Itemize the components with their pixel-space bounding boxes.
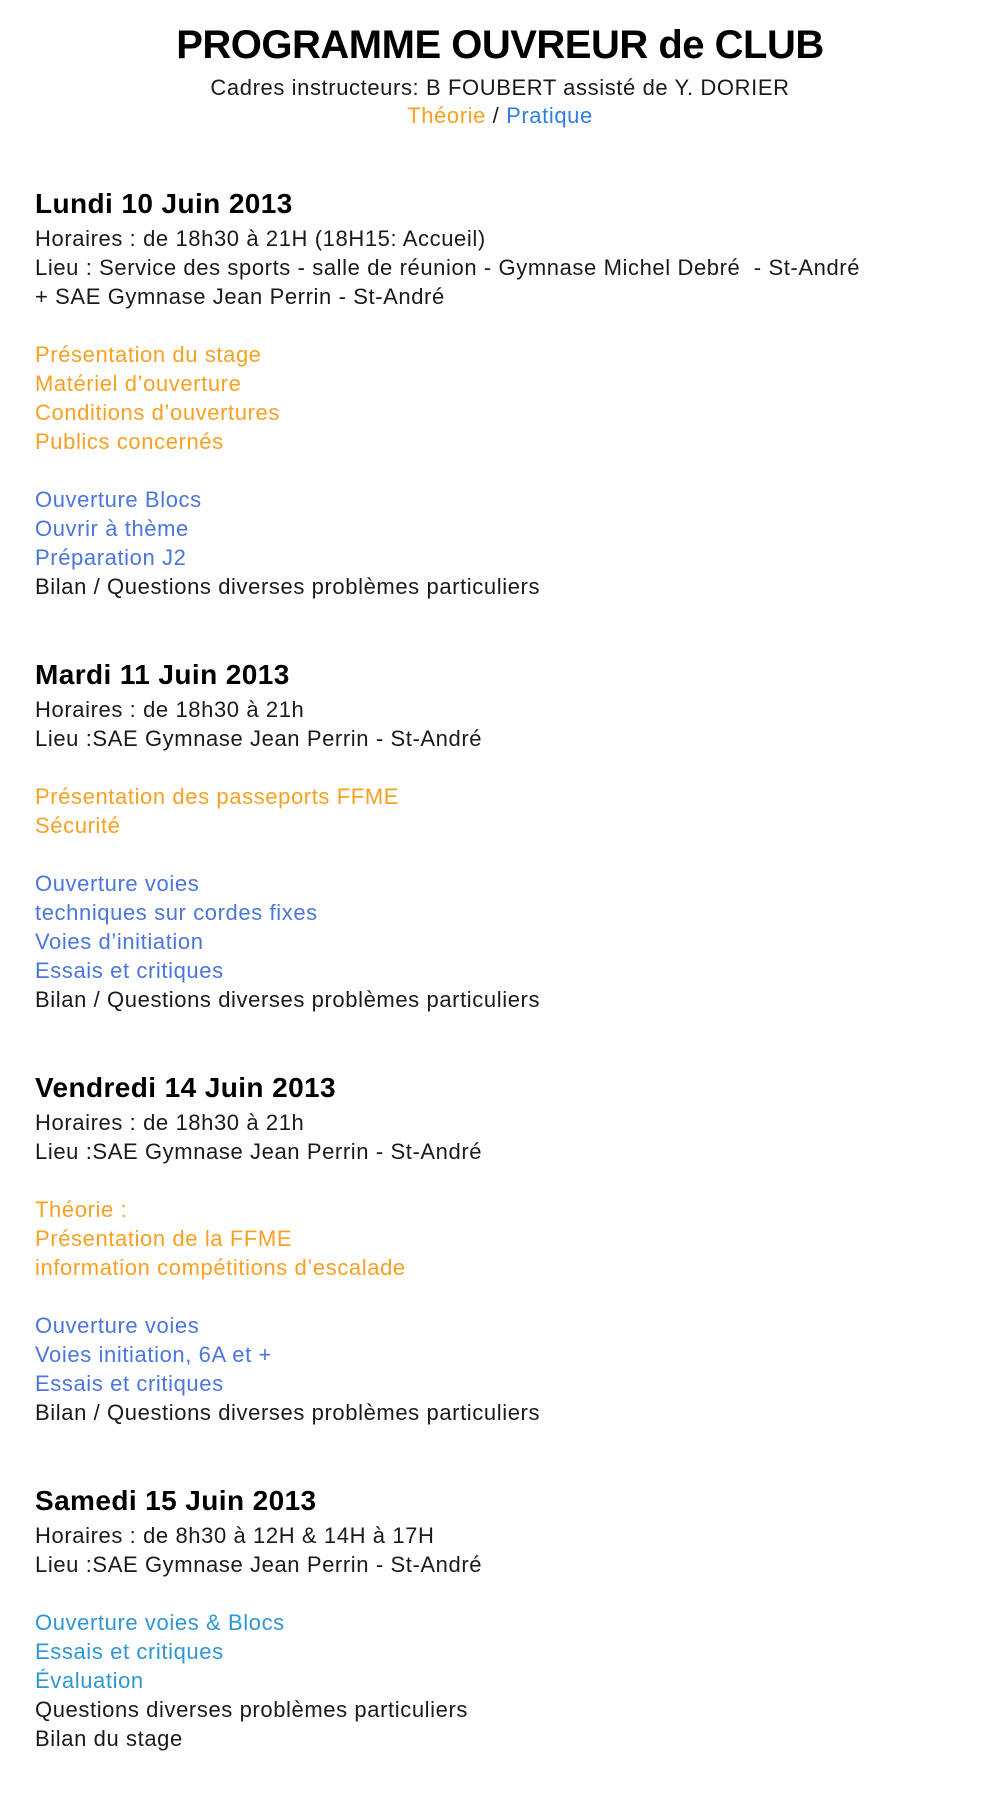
theorie-line: information compétitions d’escalade <box>35 1255 406 1280</box>
info-line: Horaires : de 8h30 à 12H & 14H à 17H <box>35 1523 435 1548</box>
section-title: Lundi 10 Juin 2013 <box>35 188 293 219</box>
theorie-line: Publics concernés <box>35 429 224 454</box>
section-title: Samedi 15 Juin 2013 <box>35 1485 317 1516</box>
pratique-group <box>35 869 965 1014</box>
closing-line: Questions diverses problèmes particuliers <box>35 1697 468 1722</box>
theorie-line: Présentation de la FFME <box>35 1226 293 1251</box>
section-title: Mardi 11 Juin 2013 <box>35 659 290 690</box>
document-header <box>35 22 965 130</box>
pratique-line: Évaluation <box>35 1668 144 1693</box>
pratique-line: Essais et critiques <box>35 1639 224 1664</box>
legend-theorie-label: Théorie <box>407 103 486 128</box>
color-legend <box>35 102 965 130</box>
pratique-line: Ouverture voies <box>35 871 200 896</box>
theorie-group <box>35 340 965 456</box>
theorie-line: Sécurité <box>35 813 121 838</box>
pratique-line: Ouverture Blocs <box>35 487 202 512</box>
legend-pratique-label: Pratique <box>506 103 593 128</box>
theorie-line: Présentation des passeports FFME <box>35 784 400 809</box>
pratique-group <box>35 1311 965 1427</box>
section-samedi-15-juin <box>35 1483 965 1753</box>
legend-separator: / <box>485 103 507 128</box>
theorie-line: Conditions d’ouvertures <box>35 400 280 425</box>
pratique-line: Ouverture voies <box>35 1313 200 1338</box>
section-lundi-10-juin <box>35 186 965 601</box>
info-line: + SAE Gymnase Jean Perrin - St-André <box>35 284 445 309</box>
closing-line: Bilan du stage <box>35 1726 183 1751</box>
section-info <box>35 1521 965 1579</box>
section-info <box>35 1108 965 1166</box>
theorie-line: Théorie : <box>35 1197 128 1222</box>
section-title: Vendredi 14 Juin 2013 <box>35 1072 336 1103</box>
page-title: PROGRAMME OUVREUR de CLUB <box>176 23 824 67</box>
pratique-group <box>35 1608 965 1753</box>
pratique-line: Ouverture voies & Blocs <box>35 1610 285 1635</box>
section-info <box>35 695 965 753</box>
pratique-line: Essais et critiques <box>35 958 224 983</box>
info-line: Lieu :SAE Gymnase Jean Perrin - St-André <box>35 726 483 751</box>
info-line: Horaires : de 18h30 à 21h <box>35 697 305 722</box>
theorie-line: Matériel d’ouverture <box>35 371 242 396</box>
info-line: Lieu :SAE Gymnase Jean Perrin - St-André <box>35 1139 483 1164</box>
pratique-group <box>35 485 965 601</box>
pratique-line: Préparation J2 <box>35 545 187 570</box>
section-info <box>35 224 965 311</box>
instructors-line: Cadres instructeurs: B FOUBERT assisté de Y. DORIER <box>210 75 790 100</box>
info-line: Lieu : Service des sports - salle de réunion - Gymnase Michel Debré - St-André <box>35 255 861 280</box>
pratique-line: Voies initiation, 6A et + <box>35 1342 272 1367</box>
closing-line: Bilan / Questions diverses problèmes particuliers <box>35 987 541 1012</box>
section-vendredi-14-juin <box>35 1070 965 1427</box>
theorie-group <box>35 1195 965 1282</box>
pratique-line: Ouvrir à thème <box>35 516 189 541</box>
section-mardi-11-juin <box>35 657 965 1014</box>
theorie-group <box>35 782 965 840</box>
info-line: Horaires : de 18h30 à 21H (18H15: Accueil) <box>35 226 486 251</box>
pratique-line: techniques sur cordes fixes <box>35 900 318 925</box>
theorie-line: Présentation du stage <box>35 342 262 367</box>
pratique-line: Voies d’initiation <box>35 929 204 954</box>
closing-line: Bilan / Questions diverses problèmes particuliers <box>35 1400 541 1425</box>
closing-line: Bilan / Questions diverses problèmes particuliers <box>35 574 541 599</box>
pratique-line: Essais et critiques <box>35 1371 224 1396</box>
info-line: Lieu :SAE Gymnase Jean Perrin - St-André <box>35 1552 483 1577</box>
info-line: Horaires : de 18h30 à 21h <box>35 1110 305 1135</box>
